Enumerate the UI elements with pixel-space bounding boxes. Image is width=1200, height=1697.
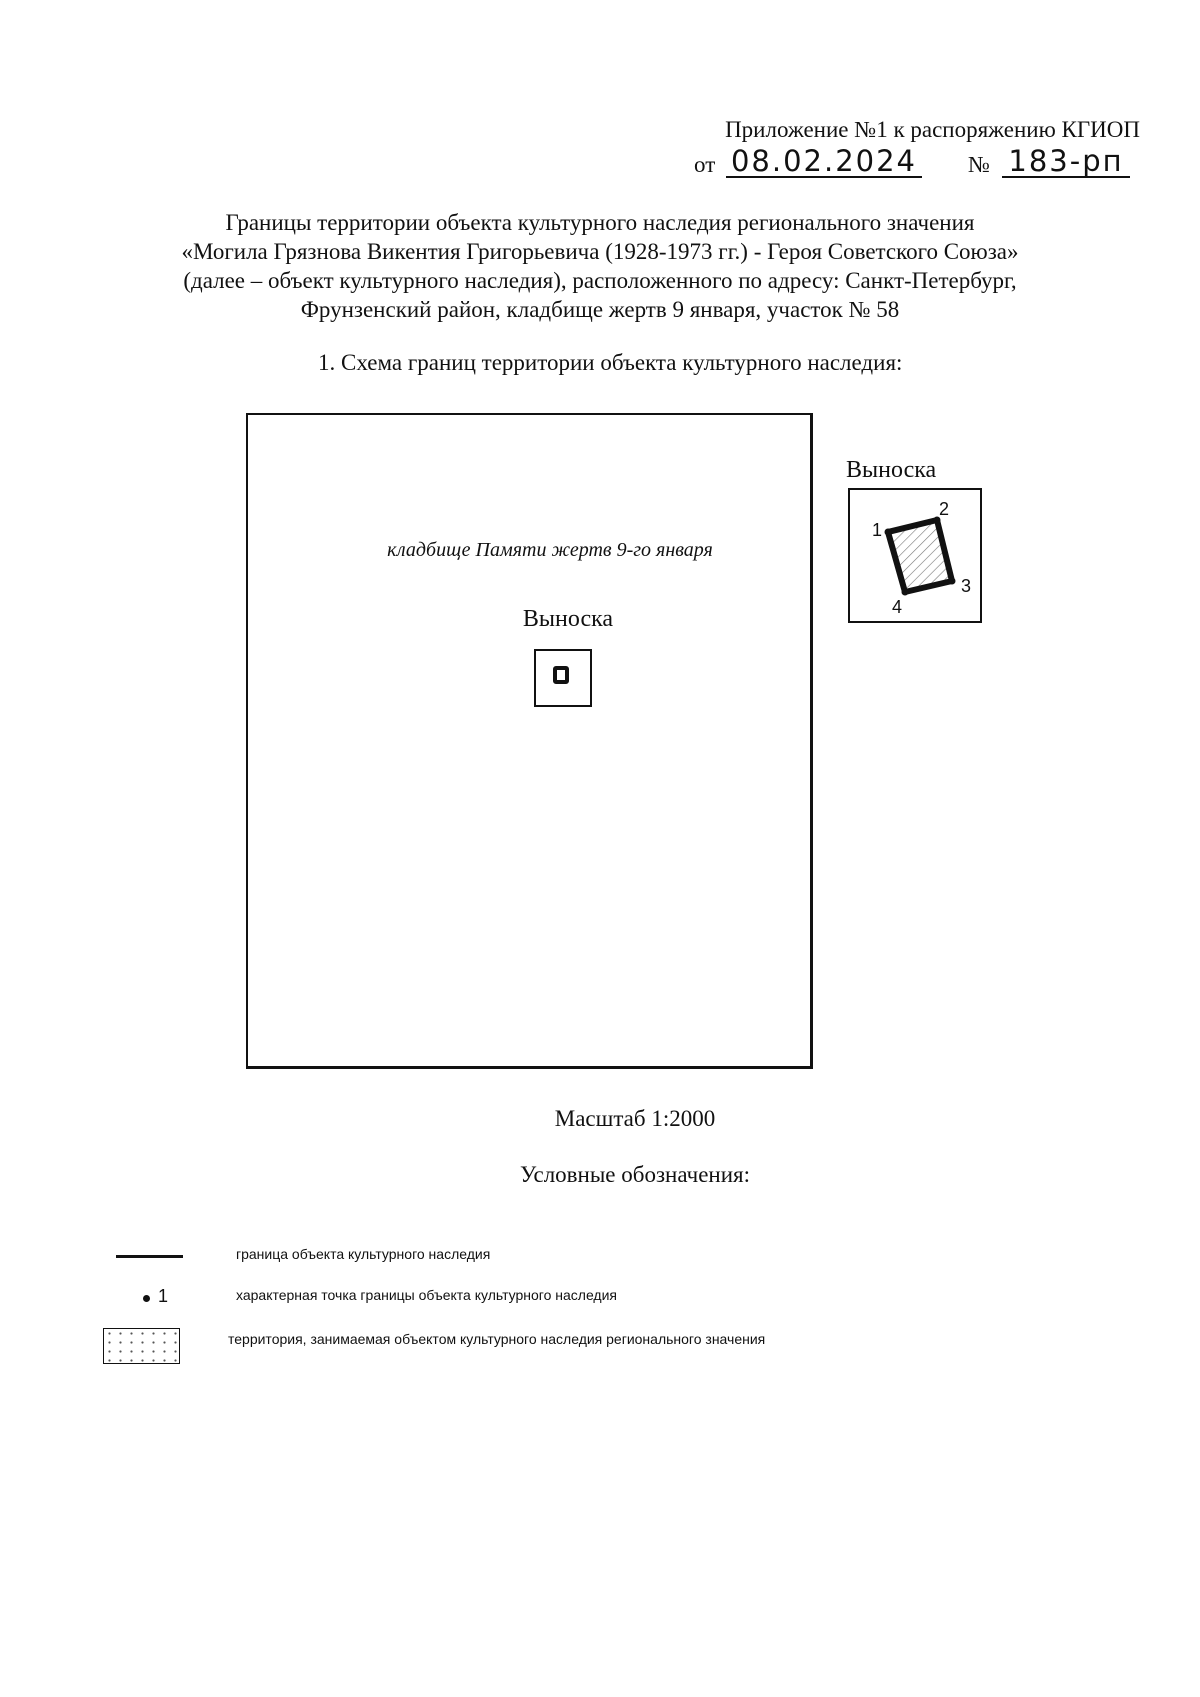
grave-marker-icon bbox=[553, 666, 569, 684]
legend-label-point: характерная точка границы объекта культурного наследия bbox=[236, 1287, 617, 1303]
legend-label-boundary: граница объекта культурного наследия bbox=[236, 1246, 491, 1262]
date-prefix: от bbox=[694, 152, 716, 177]
point-label-4: 4 bbox=[892, 597, 903, 617]
point-label-1: 1 bbox=[872, 520, 883, 540]
legend-point-icon bbox=[143, 1295, 150, 1302]
map-scale: Масштаб 1:2000 bbox=[554, 1106, 716, 1131]
callout-diagram bbox=[848, 488, 982, 623]
legend-area-symbol bbox=[103, 1328, 180, 1364]
boundary-point-3 bbox=[949, 578, 956, 585]
appendix-header: Приложение №1 к распоряжению КГИОП bbox=[725, 117, 1140, 142]
legend-label-territory: территория, занимаемая объектом культурного наследия регионального значения bbox=[228, 1331, 766, 1347]
legend-title: Условные обозначения: bbox=[519, 1162, 751, 1187]
object-boundary bbox=[888, 520, 952, 592]
title-line: (далее – объект культурного наследия), расположенного по адресу: Санкт-Петербург, bbox=[183, 268, 1017, 293]
callout-label: Выноска bbox=[846, 457, 937, 483]
section-heading: 1. Схема границ территории объекта культурного наследия: bbox=[318, 350, 903, 375]
order-number: 183-рп bbox=[1002, 144, 1130, 178]
boundary-point-1 bbox=[885, 529, 892, 536]
legend-point-number: 1 bbox=[158, 1286, 169, 1306]
order-reference bbox=[694, 144, 1134, 184]
point-label-3: 3 bbox=[961, 576, 972, 596]
number-prefix: № bbox=[968, 152, 990, 177]
legend-line-symbol bbox=[116, 1255, 183, 1258]
inset-label: Выноска bbox=[522, 606, 614, 632]
document-title bbox=[100, 208, 1100, 324]
boundary-point-4 bbox=[902, 589, 909, 596]
title-line: «Могила Грязнова Викентия Григорьевича (1928-1973 гг.) - Героя Советского Союза» bbox=[181, 239, 1019, 264]
title-line: Фрунзенский район, кладбище жертв 9 января, участок № 58 bbox=[300, 297, 900, 322]
order-date: 08.02.2024 bbox=[726, 144, 922, 178]
cemetery-label: кладбище Памяти жертв 9-го января bbox=[387, 539, 713, 561]
point-label-2: 2 bbox=[939, 499, 950, 519]
title-line: Границы территории объекта культурного наследия регионального значения bbox=[225, 210, 975, 235]
map-frame bbox=[246, 413, 813, 1069]
